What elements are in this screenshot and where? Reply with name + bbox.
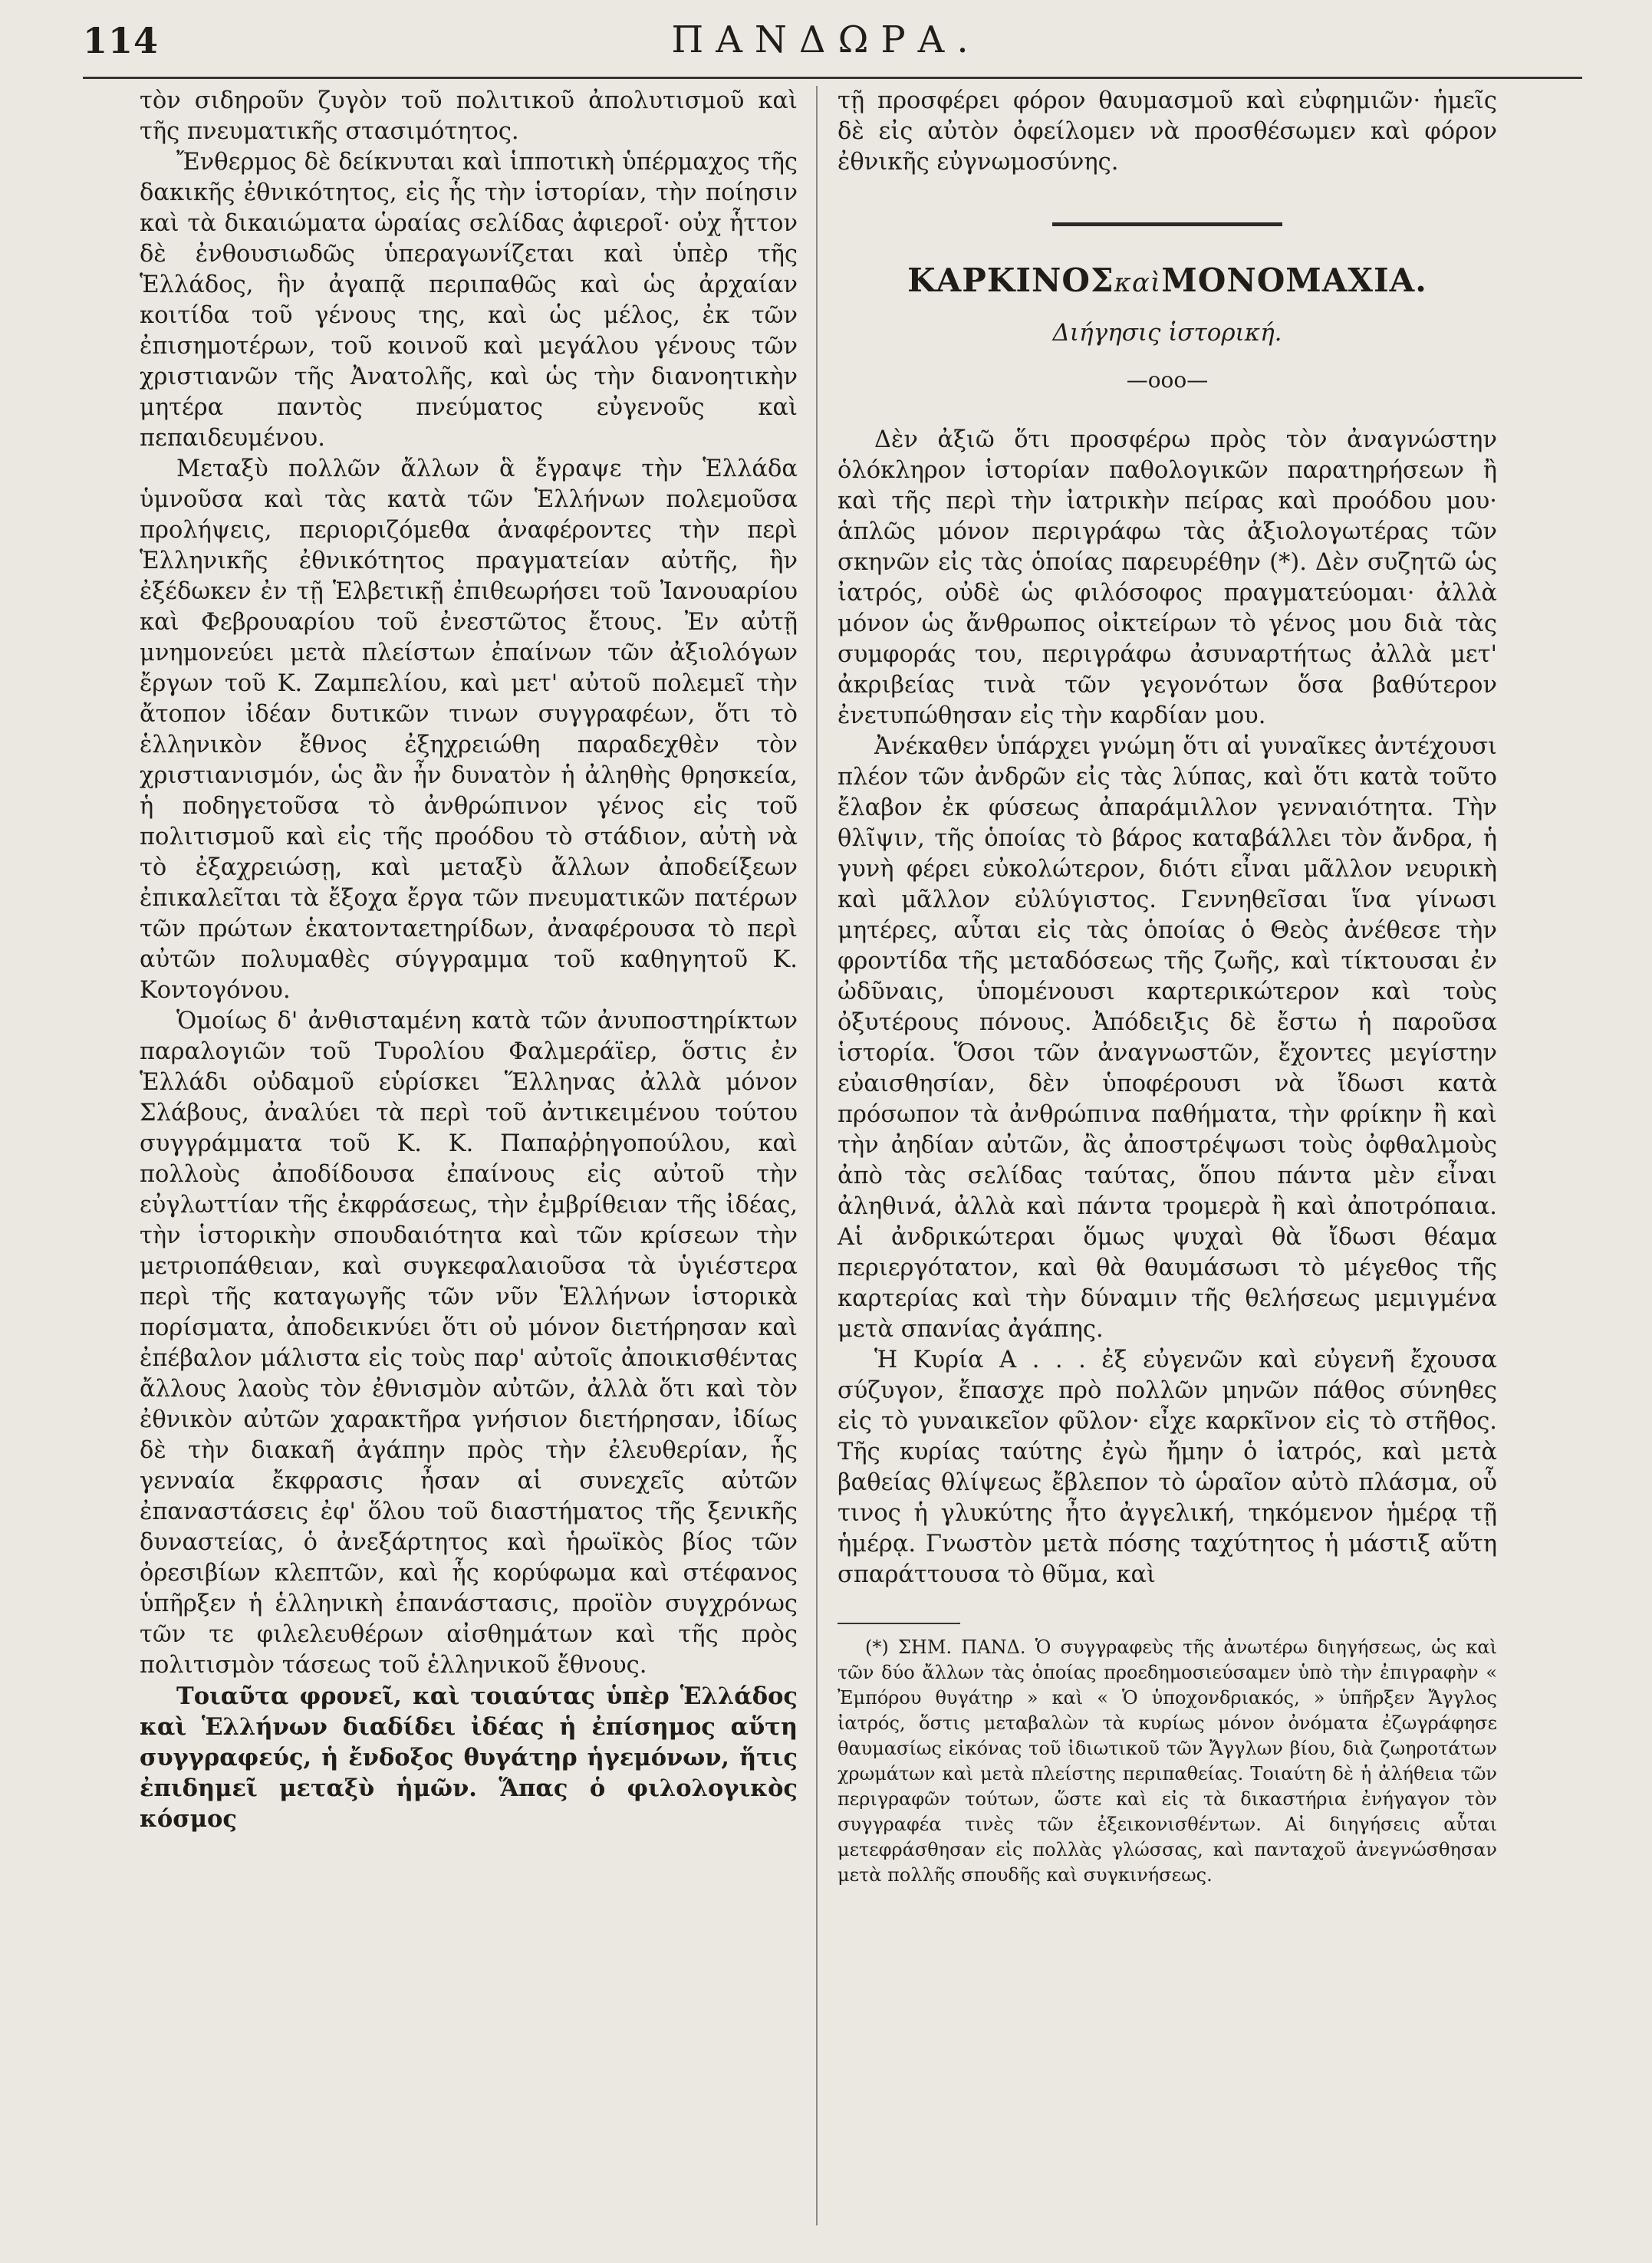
article-title-part: ΚΑΡΚΙΝΟΣ: [907, 261, 1114, 299]
paragraph: Ἀνέκαθεν ὑπάρχει γνώμη ὅτι αἱ γυναῖκες ἀντέχουσι πλέον τῶν ἀνδρῶν εἰς τὰς λύπας, καὶ ὅτι κατὰ τοῦτο ἔλαβον ἐκ φύσεως ἀπαράμιλλον γενναιότητα. Τὴν θλῖψιν, τῆς ὁποίας τὸ βάρος καταβάλλει τὸν ἄνδρα, ἡ γυνὴ φέρει εὐκολώτερον, διότι εἶναι μᾶλλον νευρικὴ καὶ μᾶλλον εὐλύγιστος. Γεννηθεῖσαι ἵνα γίνωσι μητέρες, αὗται εἰς τὰς ὁποίας ὁ Θεὸς ἀνέθεσε τὴν φροντίδα τῆς μεταδόσεως τῆς ζωῆς, καὶ τίκτουσαι ἐν ὠδῦναις, ὑπομένουσι καρτερικώτερον καὶ τοὺς ὀξυτέρους πόνους. Ἀπόδειξις δὲ ἔστω ἡ παροῦσα ἱστορία. Ὅσοι τῶν ἀναγνωστῶν, ἔχοντες μεγίστην εὐαισθησίαν, δὲν ὑποφέρουσι νὰ ἴδωσι κατὰ πρόσωπον τὰ ἀνθρώπινα παθήματα, τὴν φρίκην ἢ καὶ τὴν ἀηδίαν αὐτῶν, ἂς ἀποστρέψωσι τοὺς ὀφθαλμοὺς ἀπὸ τὰς σελίδας ταύτας, ὅπου πάντα μὲν εἶναι ἀληθινά, ἀλλὰ καὶ πάντα τρομερὰ ἢ καὶ ἀποτρόπαια. Αἱ ἀνδρικώτεραι ὅμως ψυχαὶ θὰ ἴδωσι θέαμα περιεργότατον, καὶ θὰ θαυμάσωσι τὸ μέγεθος τῆς καρτερίας καὶ τὴν δύναμιν τῆς θελήσεως μεμιγμένα μετὰ σπανίας ἀγάπης.: [838, 733, 1497, 1343]
paragraph: Ὁμοίως δ' ἀνθισταμένη κατὰ τῶν ἀνυποστηρίκτων παραλογιῶν τοῦ Τυρολίου Φαλμεράϊερ, ὅστις ἐν Ἑλλάδι οὐδαμοῦ εὑρίσκει Ἕλληνας ἀλλὰ μόνον Σλάβους, ἀναλύει τὰ περὶ τοῦ ἀντικειμένου τούτου συγγράμματα τοῦ Κ. Κ. Παπαῤῥηγοπούλου, καὶ πολλοὺς ἀποδίδουσα ἐπαίνους εἰς αὐτοῦ τὴν εὐγλωττίαν τῆς ἐκφράσεως, τὴν ἐμβρίθειαν τῆς ἰδέας, τὴν ἱστορικὴν σπουδαιότητα καὶ τῶν κρίσεων τὴν μετριοπάθειαν, καὶ συγκεφαλαιοῦσα τὰ ὑγιέστερα περὶ τῆς καταγωγῆς τῶν νῦν Ἑλλήνων ἱστορικὰ πορίσματα, ἀποδεικνύει ὅτι οὐ μόνον διετήρησαν καὶ ἐπέβαλον μάλιστα εἰς τοὺς παρ' αὐτοῖς ἀποικισθέντας ἄλλους λαοὺς τὸν ἐθνισμὸν αὐτῶν, ἀλλὰ ὅτι καὶ τὸν ἐθνικὸν αὐτῶν χαρακτῆρα γνήσιον διετήρησαν, ἰδίως δὲ τὴν διακαῆ ἀγάπην πρὸς τὴν ἐλευθερίαν, ἧς γενναία ἔκφρασις ἦσαν αἱ συνεχεῖς αὐτῶν ἐπαναστάσεις ἐφ' ὅλου τοῦ διαστήματος τῆς ξενικῆς δυναστείας, ὁ ἀνεξάρτητος καὶ ἡρωϊκὸς βίος τῶν ὀρεσιβίων κλεπτῶν, καὶ ἧς κορύφωμα καὶ στέφανος ὑπῆρξεν ἡ ἑλληνικὴ ἐπανάστασις, προϊὸν συγχρόνως τῶν τε φιλελευθέρων αἰσθημάτων καὶ τῆς πρὸς πολιτισμὸν τάσεως τοῦ ἑλληνικοῦ ἔθνους.: [140, 1008, 798, 1679]
paragraph: τὸν σιδηροῦν ζυγὸν τοῦ πολιτικοῦ ἀπολυτισμοῦ καὶ τῆς πνευματικῆς στασιμότητος.: [140, 87, 798, 145]
page-header: [0, 0, 1652, 84]
footnote: (*) ΣΗΜ. ΠΑΝΔ. Ὁ συγγραφεὺς τῆς ἀνωτέρω διηγήσεως, ὡς καὶ τῶν δύο ἄλλων τὰς ὁποίας προεδημοσιεύσαμεν ὑπὸ τὴν ἐπιγραφὴν « Ἐμπόρου θυγάτηρ » καὶ « Ὁ ὑποχονδριακός, » ὑπῆρξεν Ἄγγλος ἰατρός, ὅστις μεταβαλὼν τὰ κυρίως μόνον ὀνόματα ἐζωγράφησε θαυμασίως εἰκόνας τοῦ ἰδιωτικοῦ τῶν Ἄγγλων βίου, διὰ ζωηροτάτων χρωμάτων καὶ μετὰ πλείστης περιπαθείας. Τοιαύτη δὲ ἡ ἀλήθεια τῶν περιγραφῶν τούτων, ὥστε καὶ εἰς τὰ δικαστήρια ἐνήγαγον τὸν συγγραφέα τινὲς τῶν ἐξεικονισθέντων. Αἱ διηγήσεις αὗται μετεφράσθησαν εἰς πολλὰς γλώσσας, καὶ πανταχοῦ ἀνεγνώσθησαν μετὰ πολλῆς σπουδῆς καὶ συγκινήσεως.: [838, 1636, 1497, 1886]
paragraph: Ἔνθερμος δὲ δείκνυται καὶ ἱπποτικὴ ὑπέρμαχος τῆς δακικῆς ἐθνικότητος, εἰς ἧς τὴν ἱστορίαν, τὴν ποίησιν καὶ τὰ δικαιώματα ὡραίας σελίδας ἀφιεροῖ· οὐχ ἧττον δὲ ἐνθουσιωδῶς ὑπεραγωνίζεται καὶ ὑπὲρ τῆς Ἑλλάδος, ἣν ἀγαπᾷ περιπαθῶς καὶ ὡς ἀρχαίαν κοιτίδα τοῦ γένους της, καὶ ὡς μέλος, ἐκ τῶν ἐπισημοτέρων, τοῦ κοινοῦ καὶ μεγάλου γένους τῶν χριστιανῶν τῆς Ἀνατολῆς, καὶ ὡς τὴν διανοητικὴν μητέρα παντὸς πνεύματος εὐγενοῦς καὶ πεπαιδευμένου.: [140, 149, 798, 452]
article-subtitle: Διήγησις ἱστορική.: [1052, 319, 1282, 347]
paragraph: Μεταξὺ πολλῶν ἄλλων ἃ ἔγραψε τὴν Ἑλλάδα ὑμνοῦσα καὶ τὰς κατὰ τῶν Ἑλλήνων πολεμοῦσα προλήψεις, περιοριζόμεθα ἀναφέροντες τὴν περὶ Ἑλληνικῆς ἐθνικότητος πραγματείαν αὐτῆς, ἣν ἐξέδωκεν ἐν τῇ Ἑλβετικῇ ἐπιθεωρήσει τοῦ Ἰανουαρίου καὶ Φεβρουαρίου τοῦ ἐνεστῶτος ἔτους. Ἐν αὐτῇ μνημονεύει μετὰ πλείστων ἐπαίνων τῶν ἀξιολόγων ἔργων τοῦ Κ. Ζαμπελίου, καὶ μετ' αὐτοῦ πολεμεῖ τὴν ἄτοπον ἰδέαν δυτικῶν τινων συγγραφέων, ὅτι τὸ ἑλληνικὸν ἔθνος ἐξηχρειώθη παραδεχθὲν τὸν χριστιανισμόν, ὡς ἂν ἦν δυνατὸν ἡ ἀληθὴς θρησκεία, ἡ ποδηγετοῦσα τὸ ἀνθρώπινον γένος εἰς τοῦ πολιτισμοῦ καὶ εἰς τῆς προόδου τὸ στάδιον, αὐτὴ νὰ τὸ ἐξαχρειώσῃ, καὶ μεταξὺ ἄλλων ἀποδείξεων ἐπικαλεῖται τὰ ἔξοχα ἔργα τῶν πνευματικῶν πατέρων τῶν πρώτων ἑκατονταετηρίδων, ἀναφέρουσα τὸ περὶ αὐτῶν πολυμαθὲς σύγγραμμα τοῦ καθηγητοῦ Κ. Κοντογόνου.: [140, 456, 798, 1004]
section-rule: [1052, 222, 1282, 226]
running-title: ΠΑΝΔΩΡΑ.: [671, 18, 981, 61]
left-column: [140, 86, 798, 1834]
paragraph: τῇ προσφέρει φόρον θαυμασμοῦ καὶ εὐφημιῶν· ἡμεῖς δὲ εἰς αὐτὸν ὀφείλομεν νὰ προσθέσωμεν καὶ φόρον ἐθνικῆς εὐγνωμοσύνης.: [838, 87, 1497, 176]
column-divider: [816, 86, 818, 2225]
footnote-rule: [838, 1623, 960, 1624]
article-title-part: ΜΟΝΟΜΑΧΙΑ.: [1161, 261, 1427, 299]
article-title: [838, 261, 1497, 302]
header-rule: [83, 77, 1582, 79]
paragraph: Δὲν ἀξιῶ ὅτι προσφέρω πρὸς τὸν ἀναγνώστην ὁλόκληρον ἱστορίαν παθολογικῶν παρατηρήσεων ἢ καὶ τῆς περὶ τὴν ἰατρικὴν πείρας καὶ προόδου μου· ἁπλῶς μόνον περιγράφω τὰς ἀξιολογωτέρας τῶν σκηνῶν εἰς τὰς ὁποίας παρευρέθην (*). Δὲν συζητῶ ὡς ἰατρός, οὐδὲ ὡς φιλόσοφος πραγματεύομαι· ἀλλὰ μόνον ὡς ἄνθρωπος οἰκτείρων τὸ γένος μου διὰ τὰς συμφοράς του, περιγράφω ἀσυναρτήτως ἀλλὰ μετ' ἀκριβείας τινὰ τῶν γεγονότων ὅσα βαθύτερον ἐνετυπώθησαν εἰς τὴν καρδίαν μου.: [838, 426, 1497, 729]
paragraph: Ἡ Κυρία Α . . . ἐξ εὐγενῶν καὶ εὐγενῆ ἔχουσα σύζυγον, ἔπασχε πρὸ πολλῶν μηνῶν πάθος σύνηθες εἰς τὸ γυναικεῖον φῦλον· εἶχε καρκῖνον εἰς τὸ στῆθος. Τῆς κυρίας ταύτης ἐγὼ ἤμην ὁ ἰατρός, καὶ μετὰ βαθείας θλίψεως ἔβλεπον τὸ ὡραῖον αὐτὸ πλάσμα, οὗ τινος ἡ γλυκύτης ἦτο ἀγγελική, τηκόμενον ἡμέρᾳ τῇ ἡμέρᾳ. Γνωστὸν μετὰ πόσης ταχύτητος ἡ μάστιξ αὕτη σπαράττουσα τὸ θῦμα, καὶ: [838, 1347, 1497, 1588]
ornament-separator: —οοο—: [1126, 367, 1209, 393]
page-number: 114: [83, 20, 160, 61]
article-title-conjunction: καὶ: [1114, 268, 1162, 298]
paragraph: Τοιαῦτα φρονεῖ, καὶ τοιαύτας ὑπὲρ Ἑλλάδος καὶ Ἑλλήνων διαδίδει ἰδέας ἡ ἐπίσημος αὕτη συγγραφεύς, ἡ ἔνδοξος θυγάτηρ ἡγεμόνων, ἥτις ἐπιδημεῖ μεταξὺ ἡμῶν. Ἅπας ὁ φιλολογικὸς κόσμος: [140, 1682, 798, 1833]
right-column: [838, 86, 1497, 1888]
